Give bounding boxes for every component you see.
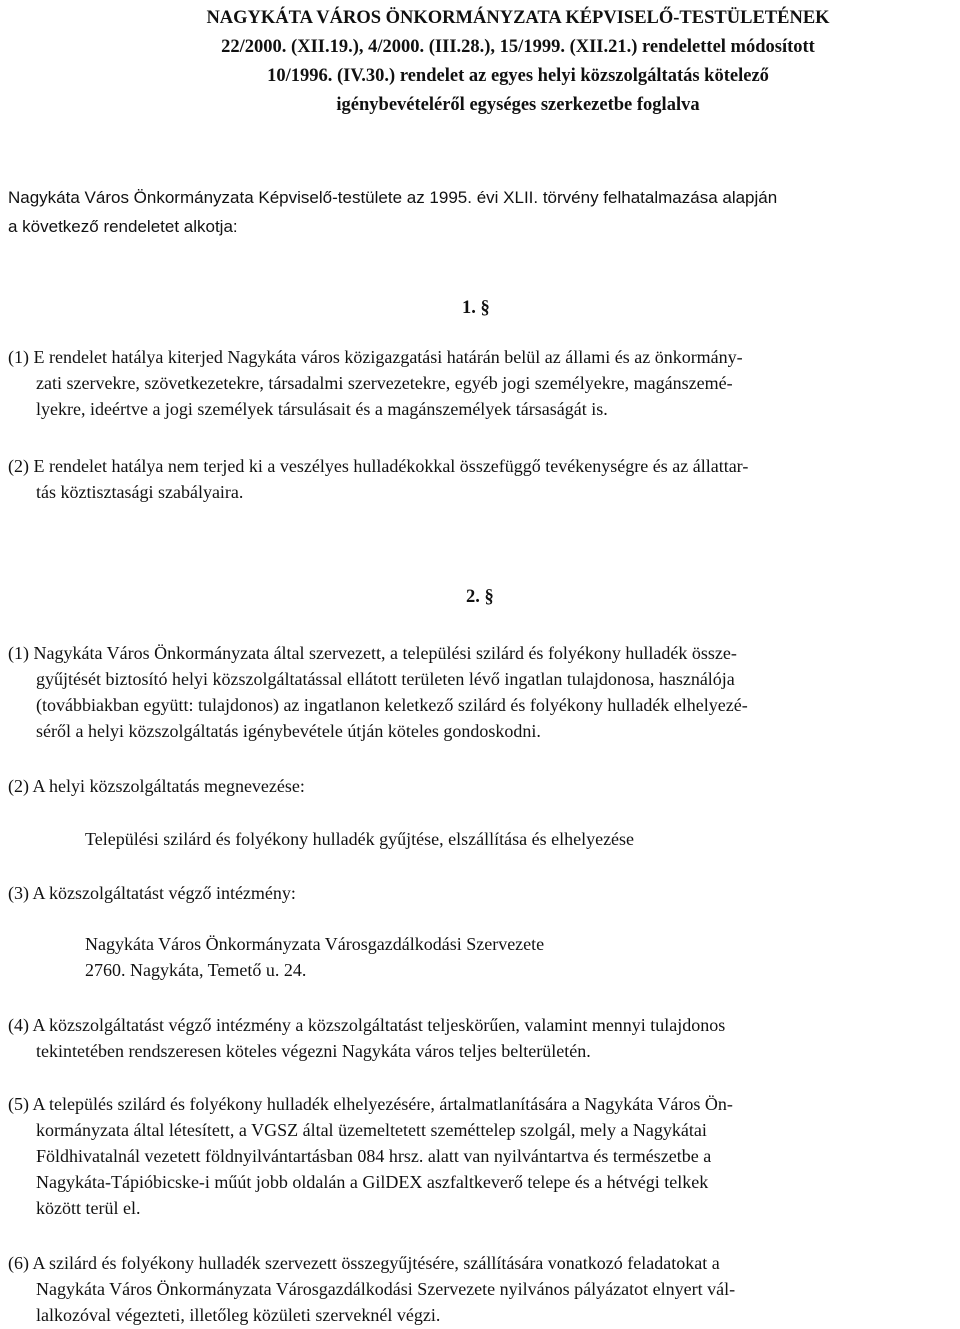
text-line: 2760. Nagykáta, Temető u. 24.	[85, 960, 307, 980]
title-line: 10/1996. (IV.30.) rendelet az egyes helyi közszolgáltatás kötelező	[267, 66, 769, 86]
text-line: Földhivatalnál vezetett földnyilvántartásban 084 hrsz. alatt van nyilvántartva és természetbe a	[36, 1146, 712, 1166]
section-heading-1: 1. §	[462, 298, 490, 318]
text-line: tás köztisztasági szabályaira.	[36, 482, 244, 502]
text-line: Nagykáta Város Önkormányzata Városgazdálkodási Szervezete	[85, 934, 545, 954]
text-line: (1) E rendelet hatálya kiterjed Nagykáta város közigazgatási határán belül az állami és az önkormány-	[8, 347, 743, 367]
text-line: (továbbiakban együtt: tulajdonos) az ingatlanon keletkező szilárd és folyékony hulladék elhelyezé-	[36, 695, 748, 715]
section2-paragraph-3	[8, 880, 958, 906]
text-line: (6) A szilárd és folyékony hulladék szervezett összegyűjtésére, szállítására vonatkozó feladatokat a	[8, 1253, 720, 1273]
section2-paragraph-2	[8, 773, 958, 799]
text-line: lalkozóval végezteti, illetőleg közületi szerveknél végzi.	[36, 1305, 441, 1325]
title-line: NAGYKÁTA VÁROS ÖNKORMÁNYZATA KÉPVISELŐ-TESTÜLETÉNEK	[206, 8, 830, 28]
title-line: 22/2000. (XII.19.), 4/2000. (III.28.), 15/1999. (XII.21.) rendelettel módosított	[221, 37, 815, 57]
provider-address	[85, 931, 544, 983]
text-line: (4) A közszolgáltatást végző intézmény a közszolgáltatást teljeskörűen, valamint mennyi tulajdonos	[8, 1015, 726, 1035]
section2-paragraph-4	[8, 1012, 958, 1064]
text-line: tekintetében rendszeresen köteles végezni Nagykáta város teljes belterületén.	[36, 1041, 591, 1061]
section2-paragraph-1	[8, 640, 958, 744]
text-line: (5) A település szilárd és folyékony hulladék elhelyezésére, ártalmatlanítására a Nagykáta Város Ön-	[8, 1094, 733, 1114]
section1-paragraph-2	[8, 453, 958, 505]
preamble-line: a következő rendeletet alkotja:	[8, 217, 238, 236]
section1-paragraph-1	[8, 344, 958, 422]
section2-paragraph-6	[8, 1250, 958, 1328]
text-line: (3) A közszolgáltatást végző intézmény:	[8, 883, 296, 903]
preamble	[8, 183, 958, 241]
text-line: gyűjtését biztosító helyi közszolgáltatással ellátott területen lévő ingatlan tulajdonosa, használója	[36, 669, 735, 689]
text-line: (2) A helyi közszolgáltatás megnevezése:	[8, 776, 305, 796]
section-heading-2: 2. §	[466, 587, 494, 607]
text-line: között terül el.	[36, 1198, 141, 1218]
text-line: Települési szilárd és folyékony hulladék gyűjtése, elszállítása és elhelyezése	[85, 829, 635, 849]
text-line: (2) E rendelet hatálya nem terjed ki a veszélyes hulladékokkal összefüggő tevékenységre és az állattar-	[8, 456, 749, 476]
document-title	[118, 4, 918, 120]
text-line: (1) Nagykáta Város Önkormányzata által szervezett, a települési szilárd és folyékony hulladék össze-	[8, 643, 737, 663]
text-line: zati szervekre, szövetkezetekre, társadalmi szervezetekre, egyéb jogi személyekre, magánszemé-	[36, 373, 733, 393]
text-line: kormányzata által létesített, a VGSZ által üzemeltetett szeméttelep szolgál, mely a Nagykátai	[36, 1120, 707, 1140]
text-line: séről a helyi közszolgáltatás igénybevétele útján köteles gondoskodni.	[36, 721, 541, 741]
text-line: Nagykáta Város Önkormányzata Városgazdálkodási Szervezete nyilvános pályázatot elnyert vál-	[36, 1279, 736, 1299]
service-name	[85, 826, 634, 852]
title-line: igénybevételéről egységes szerkezetbe foglalva	[336, 95, 700, 115]
preamble-line: Nagykáta Város Önkormányzata Képviselő-testülete az 1995. évi XLII. törvény felhatalmazása alapján	[8, 188, 778, 207]
text-line: lyekre, ideértve a jogi személyek társulásait és a magánszemélyek társaságát is.	[36, 399, 608, 419]
text-line: Nagykáta-Tápióbicske-i műút jobb oldalán a GilDEX aszfaltkeverő telepe és a hétvégi telkek	[36, 1172, 709, 1192]
section2-paragraph-5	[8, 1091, 958, 1221]
